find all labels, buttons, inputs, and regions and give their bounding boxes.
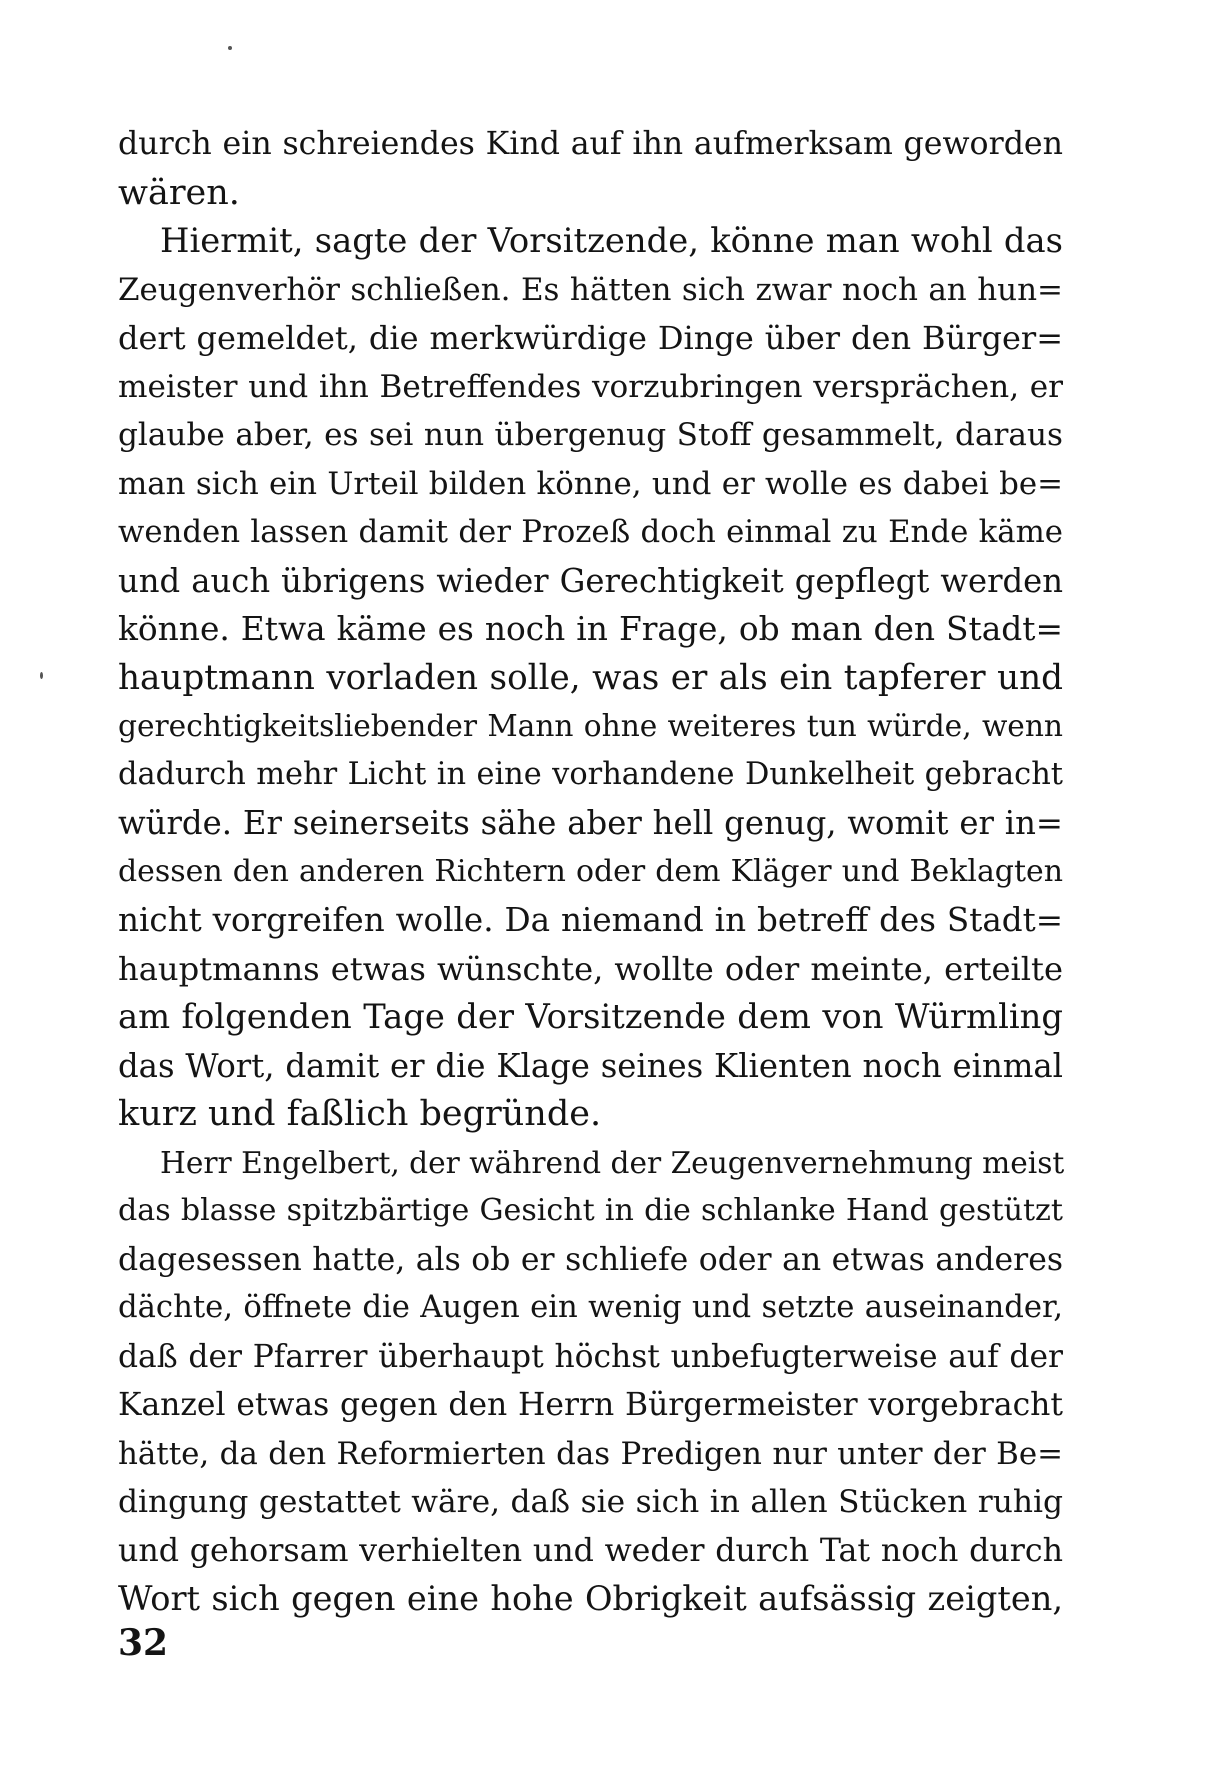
paragraph-3 xyxy=(118,1139,1063,1624)
text-line: meister und ihn Betreffendes vorzubringen versprächen, er xyxy=(118,368,1063,405)
paragraph-1 xyxy=(118,120,1063,217)
text-line: dert gemeldet, die merkwürdige Dinge über den Bürger= xyxy=(118,319,1063,357)
text-line: Wort sich gegen eine hohe Obrigkeit aufsässig zeigten, xyxy=(118,1579,1063,1618)
text-line: und auch übrigens wieder Gerechtigkeit gepflegt werden xyxy=(118,561,1063,600)
text-line: Kanzel etwas gegen den Herrn Bürgermeister vorgebracht xyxy=(118,1387,1063,1423)
text-line: wären. xyxy=(118,172,240,213)
body-text xyxy=(118,120,1063,1624)
text-line: das Wort, damit er die Klage seines Klienten noch einmal xyxy=(118,1046,1063,1085)
text-line: Zeugenverhör schließen. Es hätten sich zwar noch an hun= xyxy=(118,271,1063,308)
text-line: am folgenden Tage der Vorsitzende dem von Würmling xyxy=(118,997,1063,1036)
text-line: wenden lassen damit der Prozeß doch einmal zu Ende käme xyxy=(118,514,1063,550)
text-line: man sich ein Urteil bilden könne, und er wolle es dabei be= xyxy=(118,465,1063,502)
print-speck xyxy=(228,46,232,50)
text-line: dessen den anderen Richtern oder dem Kläger und Beklagten xyxy=(118,853,1063,889)
text-line: nicht vorgreifen wolle. Da niemand in betreff des Stadt= xyxy=(118,901,1063,939)
print-speck xyxy=(40,672,43,679)
text-line: dingung gestattet wäre, daß sie sich in allen Stücken ruhig xyxy=(118,1484,1063,1520)
text-line: hätte, da den Reformierten das Predigen nur unter der Be= xyxy=(118,1435,1063,1472)
text-line: dächte, öffnete die Augen ein wenig und setzte auseinander, xyxy=(118,1290,1063,1325)
page-number: 32 xyxy=(118,1622,169,1664)
text-line: kurz und faßlich begründe. xyxy=(118,1094,602,1134)
text-line: glaube aber, es sei nun übergenug Stoff gesammelt, daraus xyxy=(118,417,1063,453)
text-line: daß der Pfarrer überhaupt höchst unbefugterweise auf der xyxy=(118,1338,1063,1375)
text-line: würde. Er seinerseits sähe aber hell genug, womit er in= xyxy=(118,804,1063,842)
text-line: Hiermit, sagte der Vorsitzende, könne man wohl das xyxy=(160,221,1063,260)
text-line: Herr Engelbert, der während der Zeugenvernehmung meist xyxy=(160,1144,1065,1180)
text-line: das blasse spitzbärtige Gesicht in die schlanke Hand gestützt xyxy=(118,1193,1063,1228)
text-line: gerechtigkeitsliebender Mann ohne weiteres tun würde, wenn xyxy=(118,708,1063,743)
text-line: könne. Etwa käme es noch in Frage, ob man den Stadt= xyxy=(118,610,1063,648)
text-line: durch ein schreiendes Kind auf ihn aufmerksam geworden xyxy=(118,126,1063,162)
text-line: und gehorsam verhielten und weder durch Tat noch durch xyxy=(118,1532,1063,1569)
text-line: dadurch mehr Licht in eine vorhandene Dunkelheit gebracht xyxy=(118,756,1063,792)
text-line: hauptmann vorladen solle, was er als ein tapferer und xyxy=(118,657,1063,698)
text-line: hauptmanns etwas wünschte, wollte oder meinte, erteilte xyxy=(118,949,1063,988)
text-line: dagesessen hatte, als ob er schliefe oder an etwas anderes xyxy=(118,1241,1063,1278)
paragraph-2 xyxy=(118,217,1063,1139)
